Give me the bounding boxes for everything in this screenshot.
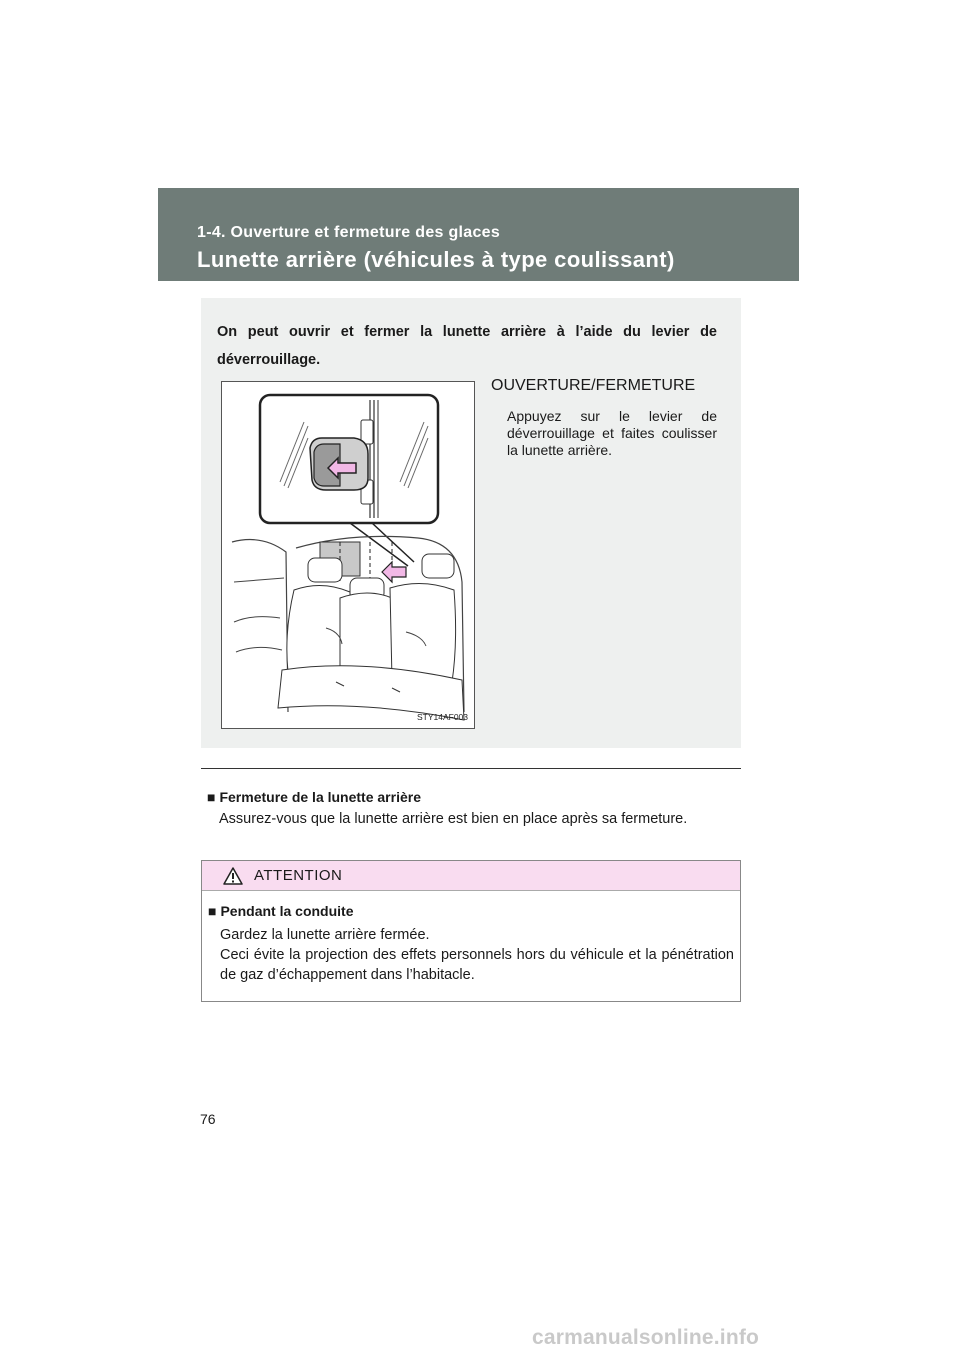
square-bullet-icon: ■ <box>208 903 217 919</box>
push-arrow-small-icon <box>382 562 406 582</box>
note-text: Assurez-vous que la lunette arrière est bien en place après sa fermeture. <box>219 811 688 827</box>
warning-header <box>202 861 740 891</box>
page-number: 76 <box>200 1111 216 1127</box>
illustration <box>221 381 475 729</box>
warning-subtitle <box>208 903 353 919</box>
note-title-text: Fermeture de la lunette arrière <box>219 789 421 805</box>
figure-code: STY14AF003 <box>416 712 468 722</box>
operation-text: Appuyez sur le levier de déverrouillage et faites coulisser la lunette arrière. <box>507 408 717 458</box>
operation-heading: OUVERTURE/FERMETURE <box>491 377 696 394</box>
warning-line-1: Gardez la lunette arrière fermée. <box>220 927 430 943</box>
square-bullet-icon: ■ <box>207 789 216 805</box>
note-title <box>207 789 421 805</box>
warning-subtitle-text: Pendant la conduite <box>220 903 354 919</box>
intro-text: On peut ouvrir et fermer la lunette arrière à l’aide du levier de déverrouillage. <box>217 324 717 368</box>
page-title: Lunette arrière (véhicules à type coulissant) <box>197 247 675 272</box>
warning-text <box>220 925 734 985</box>
divider <box>201 768 741 769</box>
warning-box <box>201 860 741 1002</box>
info-panel <box>201 298 741 748</box>
warning-triangle-icon <box>223 867 243 885</box>
chapter-header <box>158 188 799 281</box>
watermark: carmanualsonline.info <box>532 1326 760 1349</box>
warning-label: ATTENTION <box>254 867 343 884</box>
rear-window-illustration <box>222 382 474 728</box>
warning-line-2: Ceci évite la projection des effets personnels hors du véhicule et la pénétration de gaz d’échappement dans l’habitacle. <box>220 947 734 983</box>
section-label: 1-4. Ouverture et fermeture des glaces <box>197 224 501 241</box>
